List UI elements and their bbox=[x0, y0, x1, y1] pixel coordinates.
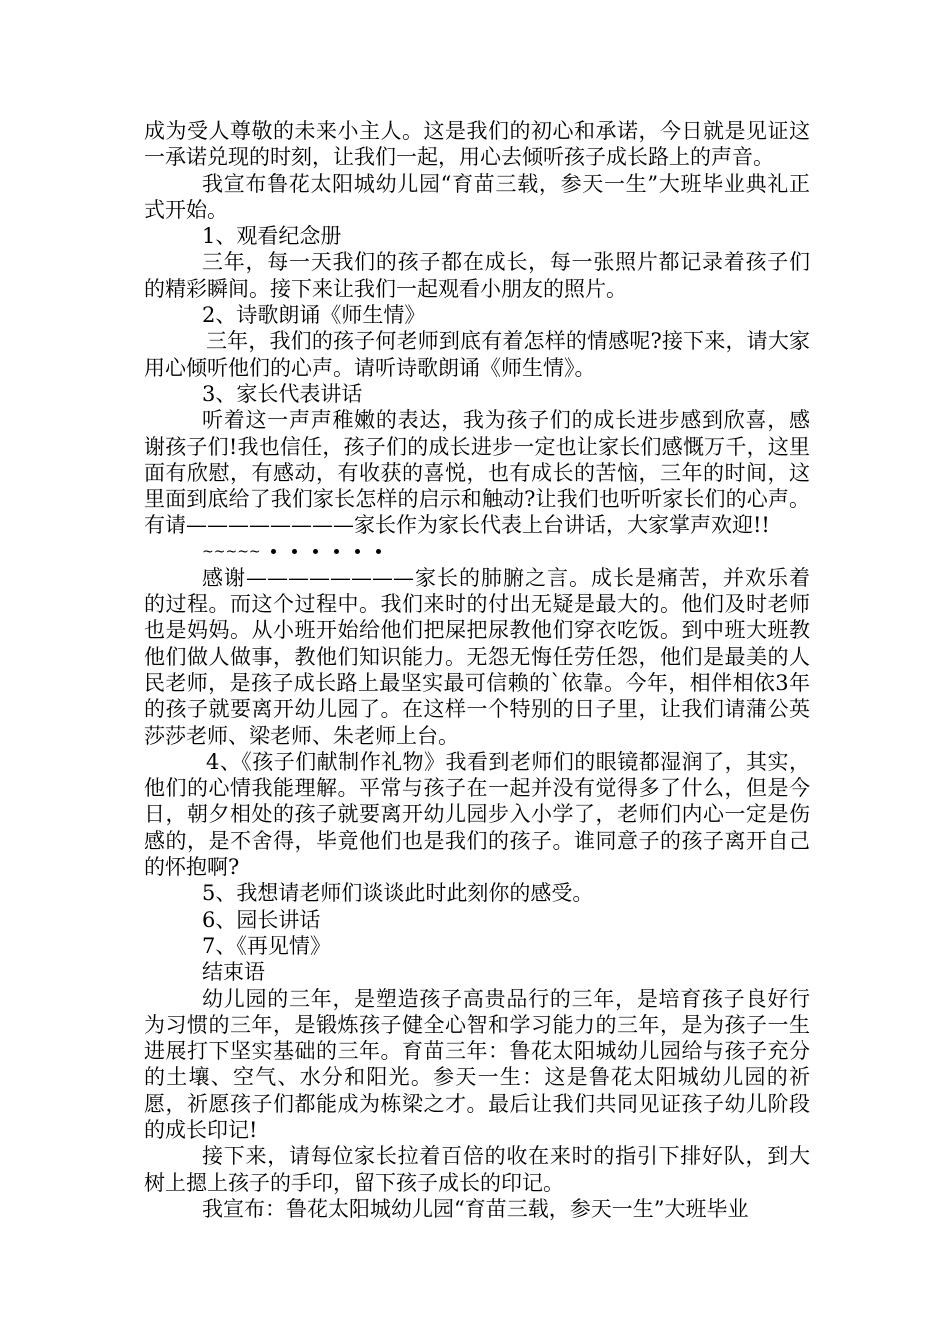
paragraph-final-announcement: 我宣布：鲁花太阳城幼儿园“育苗三载，参天一生”大班毕业 bbox=[202, 1196, 749, 1221]
heading-item-1: 1、观看纪念册 bbox=[202, 224, 342, 249]
dot-mark bbox=[271, 549, 276, 554]
separator-tildes: ~~~~~ bbox=[202, 543, 261, 560]
paragraph-item-3: 听着这一声声稚嫩的表达，我为孩子们的成长进步感到欣喜，感谢孩子们!我也信任，孩子们的成长进步一定也让家长们感慨万千，这里面有欣慰，有感动，有收获的喜悦，也有成长的苦恼，三年的时间，这里面到底给了我们家长怎样的启示和触动?让我们也听听家长们的心声。有请————————家长作为家长代表上台讲话，大家掌声欢迎!! bbox=[144, 408, 810, 538]
document-page bbox=[144, 118, 810, 1222]
dot-mark bbox=[355, 549, 360, 554]
heading-item-6: 6、园长讲话 bbox=[202, 907, 321, 932]
paragraph-announcement: 我宣布鲁花太阳城幼儿园“育苗三载，参天一生”大班毕业典礼正式开始。 bbox=[144, 171, 810, 222]
paragraph-handprint: 接下来，请每位家长拉着百倍的收在来时的指引下排好队，到大树上摁上孩子的手印，留下孩子成长的印记。 bbox=[144, 1144, 810, 1195]
dot-mark bbox=[292, 549, 297, 554]
heading-item-2: 2、诗歌朗诵《师生情》 bbox=[202, 303, 426, 328]
paragraph-item-2: 三年，我们的孩子何老师到底有着怎样的情感呢?接下来，请大家用心倾听他们的心声。请听诗歌朗诵《师生情》。 bbox=[144, 329, 810, 380]
separator-line bbox=[144, 539, 810, 565]
paragraph-item-4: 4、《孩子们献制作礼物》我看到老师们的眼镜都湿润了，其实，他们的心情我能理解。平常与孩子在一起并没有觉得多了什么，但是今日，朝夕相处的孩子就要离开幼儿园步入小学了，老师们内心一定是伤感的，是不舍得，毕竟他们也是我们的孩子。谁同意子的孩子离开自己的怀抱啊? bbox=[144, 749, 810, 880]
paragraph-thanks: 感谢————————家长的肺腑之言。成长是痛苦，并欢乐着的过程。而这个过程中。我们来时的付出无疑是最大的。他们及时老师也是妈妈。从小班开始给他们把屎把尿教他们穿衣吃饭。到中班大班教他们做人做事，教他们知识能力。无怨无悔任劳任怨，他们是最美的人民老师，是孩子成长路上最坚实最可信赖的`依靠。今年，相伴相依3年的孩子就要离开幼儿园了。在这样一个特别的日子里，让我们请蒲公英莎莎老师、梁老师、朱老师上台。 bbox=[144, 565, 810, 748]
heading-item-3: 3、家长代表讲话 bbox=[202, 381, 363, 406]
dot-mark bbox=[313, 549, 318, 554]
paragraph-closing: 幼儿园的三年，是塑造孩子高贵品行的三年，是培育孩子良好行为习惯的三年，是锻炼孩子健全心智和学习能力的三年，是为孩子一生进展打下坚实基础的三年。育苗三年：鲁花太阳城幼儿园给与孩子充分的土壤、空气、水分和阳光。参天一生：这是鲁花太阳城幼儿园的祈愿，祈愿孩子们都能成为栋梁之才。最后让我们共同见证孩子幼儿阶段的成长印记! bbox=[144, 986, 810, 1142]
paragraph-item-1: 三年，每一天我们的孩子都在成长，每一张照片都记录着孩子们的精彩瞬间。接下来让我们一起观看小朋友的照片。 bbox=[144, 250, 810, 301]
paragraph-opening: 成为受人尊敬的未来小主人。这是我们的初心和承诺，今日就是见证这一承诺兑现的时刻，让我们一起，用心去倾听孩子成长路上的声音。 bbox=[144, 119, 810, 170]
dot-mark bbox=[334, 549, 339, 554]
heading-item-5: 5、我想请老师们谈谈此时此刻你的感受。 bbox=[202, 881, 594, 906]
dot-mark bbox=[376, 549, 381, 554]
separator-dots bbox=[271, 549, 381, 554]
heading-item-7: 7、《再见情》 bbox=[202, 933, 331, 958]
heading-closing: 结束语 bbox=[202, 960, 265, 985]
